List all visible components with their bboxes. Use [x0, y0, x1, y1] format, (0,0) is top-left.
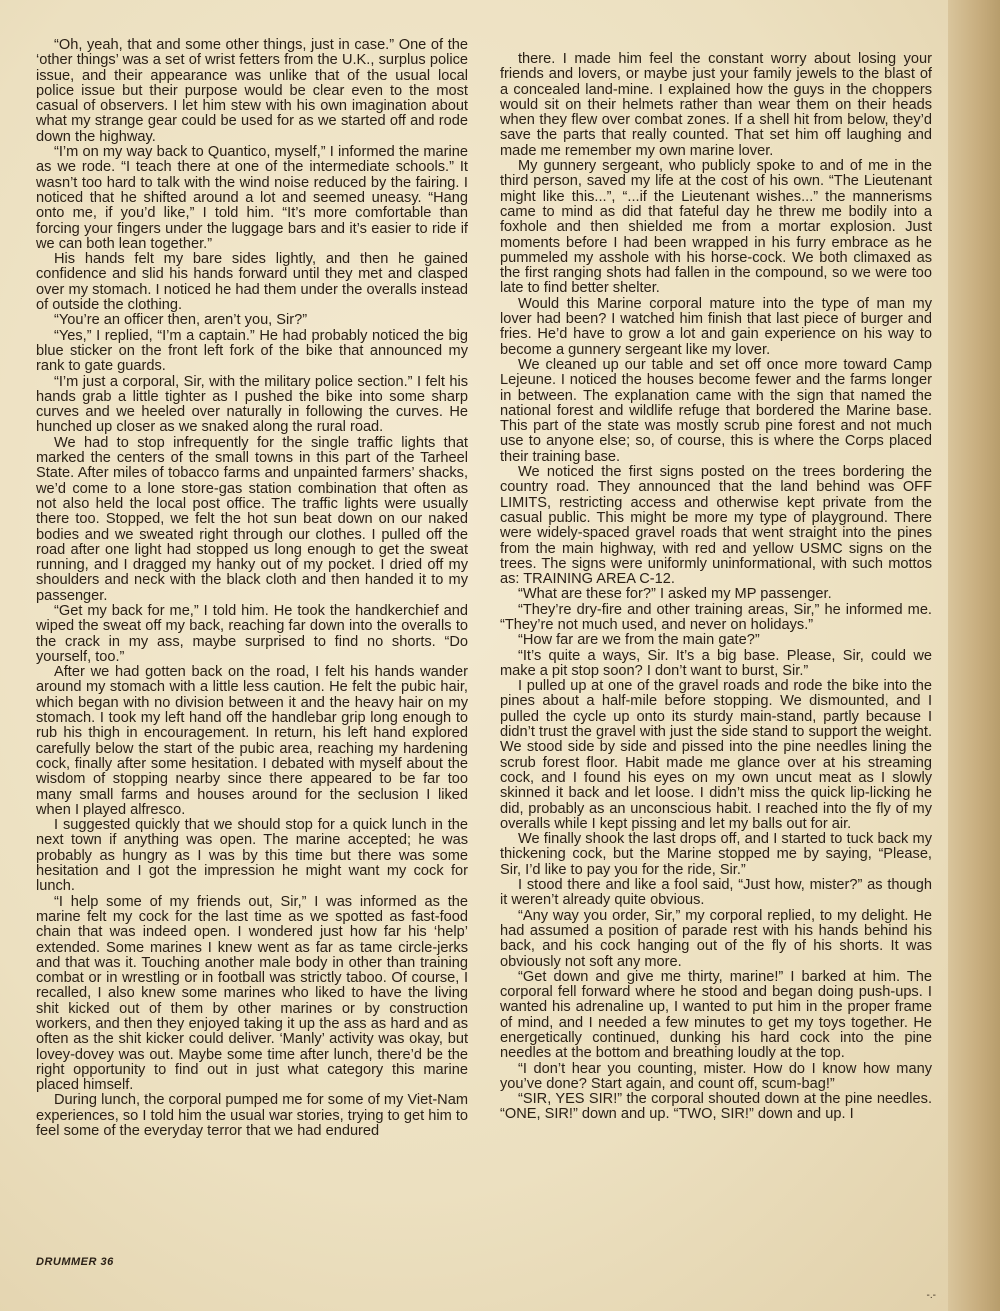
paragraph: We finally shook the last drops off, and I started to tuck back my thickening cock, but the Marine stopped me by saying, “Please, Sir, I’d like to pay you for the ride, Sir.” — [500, 831, 932, 878]
paragraph: I stood there and like a fool said, “Just how, mister?” as though it weren’t already quite obvious. — [500, 877, 932, 909]
paragraph: “Yes,” I replied, “I’m a captain.” He had probably noticed the big blue sticker on the front left fork of the bike that announced my rank to gate guards. — [36, 327, 468, 375]
paragraph: After we had gotten back on the road, I felt his hands wander around my stomach with a little less caution. He felt the pubic hair, which began with no division between it and the heavy hair on my stomach. I took my left hand off the handlebar grip long enough to rub his thigh in encouragement. In return, his left hand explored carefully below the start of the pubic area, reaching my hardening cock, finally after some hesitation. I debated with myself about the wisdom of stopping nearby since there appeared to be far too many small farms and houses around for the seclusion I liked when I played alfresco. — [36, 664, 468, 818]
paragraph: “I help some of my friends out, Sir,” I was informed as the marine felt my cock for the last time as we spotted as fast-food chain that was indeed open. I wondered just how far his ‘help’ extended. Some marines I knew went as far as tame circle-jerks and that was it. Touching another male body in other than training combat or in wrestling or in football was strictly taboo. Of course, I recalled, I also knew some marines who liked to have the living shit kicked out of them by other marines or by construction workers, and then they enjoyed taking it up the ass as hard and as often as the shit kicker could deliver. ‘Manly’ activity was okay, but lovey-dovey was out. Maybe some time after lunch, there’d be the right opportunity to find out in just what category this marine placed himself. — [36, 893, 468, 1094]
paragraph: “You’re an officer then, aren’t you, Sir?” — [54, 312, 308, 329]
paragraph: there. I made him feel the constant worry about losing your friends and lovers, or maybe just your family jewels to the blast of a concealed land-mine. I explained how the guys in the choppers would sit on their helmets rather than wear them on their heads when they flew over combat zones. If a shell hit from below, they’d save the parts that really counted. That set him off laughing and made me remember my own marine lover. — [500, 51, 932, 159]
left-text-column — [36, 38, 468, 1139]
paragraph: “Oh, yeah, that and some other things, just in case.” One of the ‘other things’ was a set of wrist fetters from the U.K., surplus police issue, and their appearance was unlike that of the usual local police issue but their purpose would be clear even to the most casual of observers. I let him stew with his own imagination about what my strange gear could be used for as we started off and rode down the highway. — [36, 37, 468, 145]
paragraph: “It’s quite a ways, Sir. It’s a big base. Please, Sir, could we make a pit stop soon? I don’t want to burst, Sir.” — [500, 647, 932, 679]
paragraph: “I don’t hear you counting, mister. How do I know how many you’ve done? Start again, and count off, scum-bag!” — [500, 1060, 932, 1092]
corner-mark: -.- — [926, 1290, 936, 1301]
paragraph: During lunch, the corporal pumped me for some of my Viet-Nam experiences, so I told him the usual war stories, trying to get him to feel some of the everyday terror that we had endured — [36, 1092, 468, 1140]
page-spine-shadow — [948, 0, 1000, 1311]
paragraph: “They’re dry-fire and other training areas, Sir,” he informed me. “They’re not much used, and never on holidays.” — [500, 601, 932, 633]
paragraph: “I’m on my way back to Quantico, myself,” I informed the marine as we rode. “I teach there at one of the intermediate schools.” It wasn’t too hard to talk with the wind noise reduced by the fairing. I noticed that he shifted around a lot and seemed uneasy. “Hang onto me, if you’d like,” I told him. “It’s more comfortable than forcing your fingers under the luggage bars and it’s easier to ride if we can both lean together.” — [36, 144, 468, 252]
paragraph: I pulled up at one of the gravel roads and rode the bike into the pines about a half-mile before stopping. We dismounted, and I pulled the cycle up onto its sturdy main-stand, partly because I didn’t trust the gravel with just the side stand to support the weight. We stood side by side and pissed into the pine needles lining the scrub forest floor. Habit made me glance over at his streaming cock, and I found his eyes on my own uncut meat as I slowly skinned it back and let loose. I didn’t miss the quick lip-licking he did, probably as an unconscious habit. I reached into the fly of my overalls while I kept pissing and let my balls out for air. — [500, 678, 932, 832]
paragraph: “How far are we from the main gate?” — [518, 632, 760, 649]
paragraph: “Any way you order, Sir,” my corporal replied, to my delight. He had assumed a position of parade rest with his hands behind his back, and his cock hanging out of the fly of his shorts. It was obviously not soft any more. — [500, 907, 932, 970]
right-text-column — [500, 52, 932, 1123]
paragraph: My gunnery sergeant, who publicly spoke to and of me in the third person, saved my life at the cost of his own. “The Lieutenant might like this...”, “...if the Lieutenant wishes...” the mannerisms came to mind as did that fateful day he threw me bodily into a foxhole and then shielded me from a mortar explosion. Just moments before I had been wrapped in his furry embrace as he pummeled my asshole with his horse-cock. We both climaxed as the first ranging shots had fallen in the compound, so we were too late to find better shelter. — [500, 158, 932, 297]
page-folio: DRUMMER 36 — [36, 1256, 114, 1268]
paragraph: “Get down and give me thirty, marine!” I barked at him. The corporal fell forward where he stood and began doing push-ups. I wanted his adrenaline up, I wanted to put him in the proper frame of mind, and I needed a few minutes to get my toys together. He energetically continued, dunking his hard cock into the pine needles at the bottom and breathing loudly at the top. — [500, 968, 932, 1062]
paragraph: We noticed the first signs posted on the trees bordering the country road. They announced that the land behind was OFF LIMITS, restricting access and otherwise kept private from the casual public. This might be more my type of playground. There were widely-spaced gravel roads that went straight into the pines from the main highway, with red and yellow USMC signs on the trees. The signs were uniformly uninformational, with such mottos as: TRAINING AREA C-12. — [500, 464, 932, 588]
paragraph: We cleaned up our table and set off once more toward Camp Lejeune. I noticed the houses become fewer and the farms longer in between. The explanation came with the sign that named the national forest and wildlife refuge that bordered the Marine base. This part of the state was mostly scrub pine forest and not much use to anyone else; so, of course, this is where the Corps placed their training base. — [500, 356, 932, 465]
paragraph: Would this Marine corporal mature into the type of man my lover had been? I watched him finish that last piece of burger and fries. He’d have to grow a lot and gain experience on his way to become a gunnery sergeant like my lover. — [500, 295, 932, 358]
paragraph: We had to stop infrequently for the single traffic lights that marked the centers of the small towns in this part of the Tarheel State. After miles of tobacco farms and unpainted farmers’ shacks, we’d come to a lone store-gas station combination that often as not also held the local post office. The traffic lights were usually there too. Stopped, we felt the hot sun beat down on our naked bodies and we sweated right through our clothes. I pulled off the road after one light had stopped us long enough to get the sweat running, and I dragged my hanky out of my pocket. I dried off my shoulders and neck with the black cloth and then handed it to my passenger. — [36, 434, 468, 604]
paragraph: His hands felt my bare sides lightly, and then he gained confidence and slid his hands forward until they met and clasped over my stomach. I noticed he had them under the overalls instead of outside the clothing. — [36, 251, 468, 314]
paragraph: “What are these for?” I asked my MP passenger. — [518, 586, 832, 603]
paragraph: “I’m just a corporal, Sir, with the military police section.” I felt his hands grab a little tighter as I pushed the bike into some sharp curves and we heeled over naturally in following the curves. He hunched up closer as we snaked along the rural road. — [36, 373, 468, 436]
paragraph: “SIR, YES SIR!” the corporal shouted down at the pine needles. “ONE, SIR!” down and up. “TWO, SIR!” down and up. I — [500, 1091, 932, 1123]
paragraph: I suggested quickly that we should stop for a quick lunch in the next town if anything was open. The marine accepted; he was probably as hungry as I was by this time but there was some hesitation and I got the impression he might want my cock for lunch. — [36, 817, 468, 895]
paragraph: “Get my back for me,” I told him. He took the handkerchief and wiped the sweat off my back, reaching far down into the overalls to the crack in my ass, maybe surprised to find no shorts. “Do yourself, too.” — [36, 602, 468, 665]
